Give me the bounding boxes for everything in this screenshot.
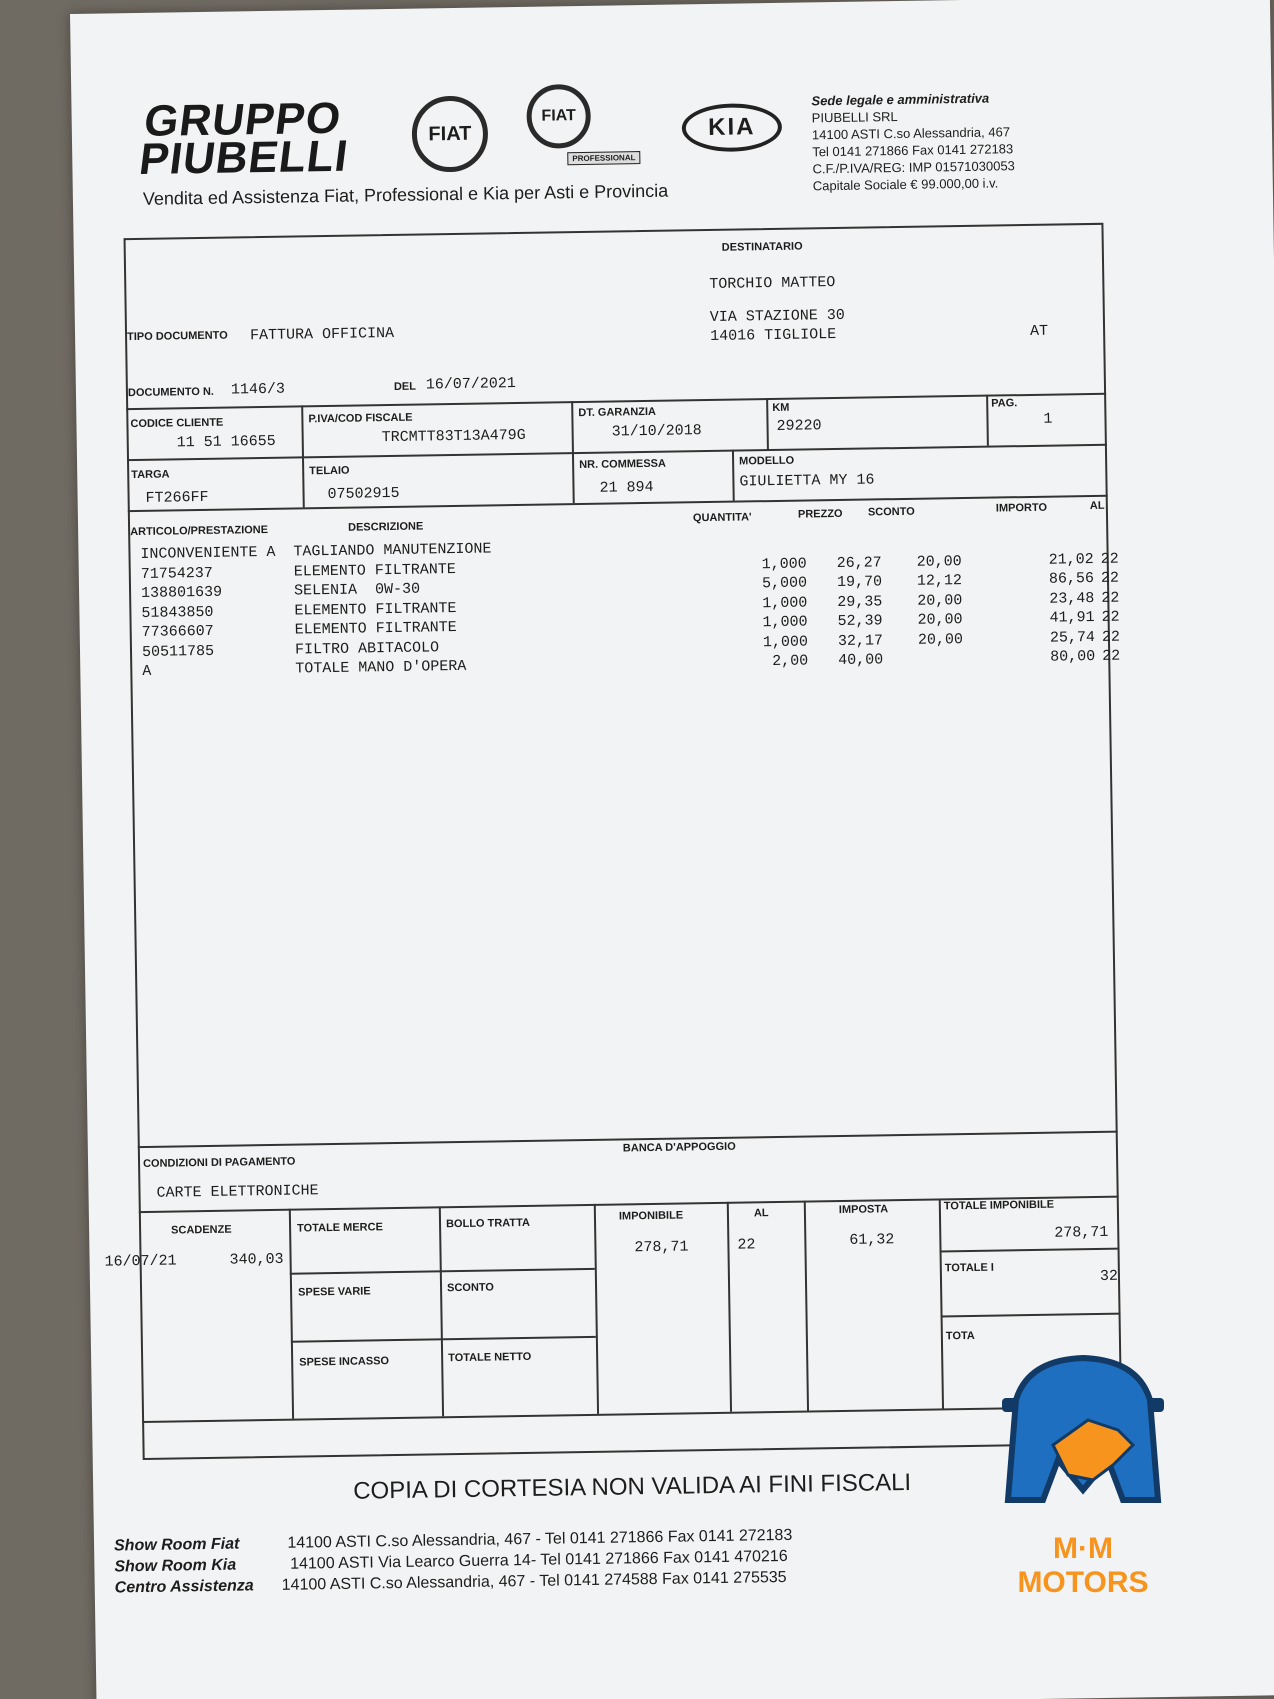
item-aliquota: 22: [1101, 608, 1120, 626]
logo-line-2: PIUBELLI: [136, 131, 352, 184]
item-quantita: 5,000: [761, 574, 808, 593]
item-articolo: 71754237: [140, 564, 213, 583]
footer-text: 14100 ASTI C.so Alessandria, 467 - Tel 0141 274588 Fax 0141 275535: [281, 1568, 787, 1594]
imposta-label: IMPOSTA: [838, 1203, 889, 1217]
item-importo: 41,91: [1049, 608, 1095, 627]
item-importo: 80,00: [1050, 647, 1096, 666]
sede-line: 14100 ASTI C.so Alessandria, 467: [811, 124, 1011, 143]
document-date: 16/07/2021: [425, 375, 517, 394]
modello-value: GIULIETTA MY 16: [739, 471, 875, 491]
item-importo: 23,48: [1049, 589, 1095, 608]
item-sconto: [881, 532, 961, 553]
destinatario-name: TORCHIO MATTEO: [709, 274, 836, 293]
item-quantita: 1,000: [762, 632, 809, 651]
item-descrizione: FILTRO ABITACOLO: [294, 638, 440, 659]
commessa-label: NR. COMMESSA: [579, 457, 667, 472]
item-aliquota: 22: [1100, 569, 1120, 587]
footer-label: Show Room Fiat: [113, 1535, 240, 1555]
col-sconto: SCONTO: [867, 505, 915, 519]
imponibile-value: 278,71: [634, 1238, 689, 1257]
targa-label: TARGA: [131, 468, 170, 482]
scadenze-date: 16/07/21: [104, 1252, 177, 1271]
mm-motors-text: M·M MOTORS: [1017, 1532, 1149, 1599]
banca-label: BANCA D'APPOGGIO: [622, 1140, 736, 1155]
item-quantita: 1,000: [762, 593, 808, 612]
item-sconto: [883, 649, 963, 670]
item-quantita: 1,000: [762, 613, 808, 632]
totale-netto-label: TOTALE NETTO: [448, 1350, 532, 1365]
item-descrizione: ELEMENTO FILTRANTE: [293, 560, 456, 581]
targa-value: FT266FF: [145, 488, 209, 507]
sede-line: PIUBELLI SRL: [811, 109, 898, 126]
commessa-value: 21 894: [599, 478, 654, 497]
km-label: KM: [772, 401, 790, 415]
garanzia-value: 31/10/2018: [611, 422, 702, 441]
item-aliquota: 22: [1101, 628, 1121, 646]
kia-logo-icon: [681, 103, 782, 153]
item-prezzo: 52,39: [837, 612, 883, 631]
totale-merce-label: TOTALE MERCE: [297, 1221, 383, 1235]
sede-line: C.F./P.IVA/REG: IMP 01571030053: [812, 158, 1015, 177]
col-al: AL: [1089, 499, 1105, 513]
totale-iva-label: TOTALE I: [944, 1261, 994, 1275]
item-aliquota: 22: [1101, 589, 1120, 607]
item-importo: 86,56: [1048, 569, 1095, 588]
codice-cliente-label: CODICE CLIENTE: [130, 416, 224, 431]
item-prezzo: 40,00: [838, 651, 884, 670]
imposta-value: 61,32: [849, 1231, 895, 1249]
del-label: DEL: [393, 380, 416, 393]
item-descrizione: TOTALE MANO D'OPERA: [295, 657, 467, 678]
footer-text: 14100 ASTI C.so Alessandria, 467 - Tel 0141 271866 Fax 0141 272183: [287, 1526, 793, 1552]
item-sconto: 20,00: [917, 630, 964, 649]
gruppo-piubelli-logo: [136, 93, 355, 184]
totale-imponibile-value: 278,71: [1054, 1223, 1109, 1242]
aliquota-label: AL: [753, 1207, 769, 1220]
piva-value: TRCMTT83T13A479G: [381, 426, 526, 447]
item-prezzo: 26,27: [836, 553, 882, 572]
piva-label: P.IVA/COD FISCALE: [308, 411, 413, 426]
condizioni-label: CONDIZIONI DI PAGAMENTO: [142, 1155, 296, 1170]
item-sconto: 20,00: [917, 591, 963, 610]
documento-number: 1146/3: [230, 380, 286, 399]
col-articolo: ARTICOLO/PRESTAZIONE: [130, 523, 269, 539]
item-quantita: 1,000: [761, 554, 807, 573]
item-aliquota: [1093, 530, 1118, 550]
aliquota-value: 22: [737, 1236, 756, 1254]
footer-text: 14100 ASTI Via Learco Guerra 14- Tel 0141 271866 Fax 0141 470216: [290, 1547, 788, 1573]
destinatario-city: 14016 TIGLIOLE: [710, 326, 837, 345]
item-aliquota: 22: [1102, 647, 1121, 665]
courtesy-copy-notice: COPIA DI CORTESIA NON VALIDA AI FINI FISCALI: [353, 1468, 912, 1505]
documento-label: DOCUMENTO N.: [127, 385, 215, 400]
item-articolo: A: [142, 662, 152, 680]
item-importo: 21,02: [1048, 550, 1094, 569]
professional-badge: PROFESSIONAL: [567, 151, 640, 165]
fiat-logo-text: FIAT: [428, 122, 472, 145]
telaio-label: TELAIO: [309, 464, 350, 478]
sede-title: Sede legale e amministrativa: [811, 90, 990, 109]
pag-value: 1: [1043, 410, 1053, 428]
fiat-pro-logo-text: FIAT: [541, 107, 576, 125]
item-importo: [961, 530, 1093, 552]
totale-iva-value: 32: [1099, 1267, 1119, 1285]
item-aliquota: 22: [1100, 550, 1119, 568]
fiat-professional-logo-icon: [526, 84, 591, 149]
item-sconto: 12,12: [916, 572, 963, 590]
sede-line: Capitale Sociale € 99.000,00 i.v.: [812, 175, 999, 194]
registered-office: [811, 89, 1015, 194]
item-prezzo: 32,17: [837, 631, 884, 650]
codice-cliente-value: 11 51 16655: [176, 432, 276, 452]
scadenze-amount: 340,03: [229, 1250, 284, 1269]
km-value: 29220: [776, 417, 822, 435]
condizioni-value: CARTE ELETTRONICHE: [156, 1182, 319, 1202]
item-prezzo: 19,70: [836, 573, 883, 592]
col-descrizione: DESCRIZIONE: [348, 520, 424, 534]
col-importo: IMPORTO: [995, 501, 1048, 515]
item-prezzo: [806, 533, 881, 554]
spese-incasso-label: SPESE INCASSO: [299, 1355, 390, 1369]
destinatario-label: DESTINATARIO: [721, 240, 803, 254]
modello-label: MODELLO: [739, 454, 795, 468]
sede-line: Tel 0141 271866 Fax 0141 272183: [812, 141, 1014, 160]
item-quantita: [668, 534, 806, 556]
item-articolo: 77366607: [141, 622, 214, 641]
col-quantita: QUANTITA': [692, 511, 752, 525]
item-quantita: 2,00: [772, 652, 809, 671]
garanzia-label: DT. GARANZIA: [578, 405, 657, 420]
fiat-logo-icon: [411, 95, 488, 172]
item-sconto: 20,00: [917, 611, 963, 629]
logo-line-1: GRUPPO: [141, 93, 345, 146]
kia-logo-text: KIA: [707, 113, 756, 141]
destinatario-province: AT: [1029, 322, 1049, 340]
item-articolo: 138801639: [140, 583, 223, 602]
destinatario-address: VIA STAZIONE 30: [709, 306, 845, 326]
footer-showrooms: [114, 1525, 793, 1599]
bollo-tratta-label: BOLLO TRATTA: [445, 1216, 531, 1231]
company-tagline: Vendita ed Assistenza Fiat, Professional e Kia per Asti e Provincia: [142, 180, 669, 209]
item-articolo: 50511785: [141, 642, 215, 661]
mm-motors-watermark: [998, 1350, 1168, 1599]
footer-label: Show Room Kia: [114, 1556, 237, 1576]
sconto-label: SCONTO: [446, 1281, 495, 1295]
scadenze-label: SCADENZE: [171, 1223, 232, 1237]
item-articolo: 51843850: [141, 603, 214, 622]
item-articolo: INCONVENIENTE A: [140, 543, 276, 563]
item-prezzo: 29,35: [837, 592, 883, 611]
totale-imponibile-label: TOTALE IMPONIBILE: [943, 1198, 1055, 1213]
footer-label: Centro Assistenza: [114, 1577, 254, 1597]
item-descrizione: ELEMENTO FILTRANTE: [294, 619, 457, 639]
mm-motors-logo-icon: [998, 1350, 1168, 1525]
spese-varie-label: SPESE VARIE: [298, 1285, 371, 1299]
tipo-documento-value: FATTURA OFFICINA: [249, 324, 395, 345]
item-descrizione: SELENIA 0W-30: [293, 580, 421, 600]
item-descrizione: TAGLIANDO MANUTENZIONE: [293, 540, 492, 561]
totale-documento-label: TOTA: [945, 1329, 975, 1343]
items-table: [128, 530, 1120, 682]
col-prezzo: PREZZO: [797, 507, 843, 521]
tipo-documento-label: TIPO DOCUMENTO: [126, 329, 228, 344]
item-importo: 25,74: [1049, 628, 1096, 647]
telaio-value: 07502915: [327, 484, 400, 504]
pag-label: PAG.: [991, 397, 1018, 410]
imponibile-label: IMPONIBILE: [618, 1209, 684, 1223]
item-descrizione: ELEMENTO FILTRANTE: [294, 599, 457, 620]
item-sconto: 20,00: [916, 552, 962, 571]
